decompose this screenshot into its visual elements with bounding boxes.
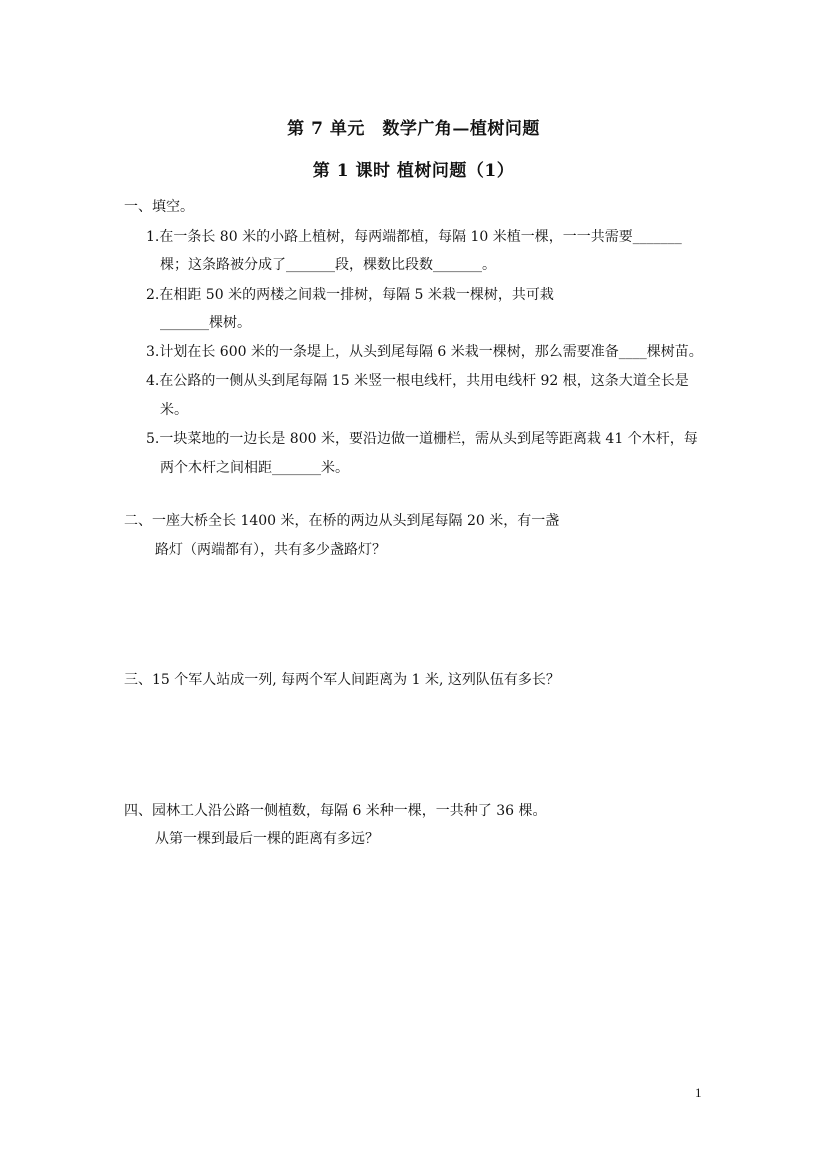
question-5-line-1: 5.一块菜地的一边长是 800 米，要沿边做一道栅栏，需从头到尾等距离栽 41 个木杆，每 [146,431,698,447]
section-4-line-1: 四、园林工人沿公路一侧植数，每隔 6 米种一棵，一共种了 36 棵。 [124,803,547,819]
section-3-line-1: 三、15 个军人站成一列, 每两个军人间距离为 1 米, 这列队伍有多长？ [124,672,560,688]
page-number: 1 [695,1085,702,1100]
lesson-subtitle: 第 1 课时 植树问题（1） [312,161,515,181]
question-3-line-1: 3.计划在长 600 米的一条堤上，从头到尾每隔 6 米栽一棵树，那么需要准备____棵树苗。 [146,344,703,360]
section-2-line-1: 二、一座大桥全长 1400 米，在桥的两边从头到尾每隔 20 米，有一盏 [124,513,560,529]
section-4-line-2: 从第一棵到最后一棵的距离有多远？ [155,831,379,847]
question-4-line-1: 4.在公路的一侧从头到尾每隔 15 米竖一根电线杆，共用电线杆 92 根，这条大道全长是 [146,373,689,389]
question-5-line-2: 两个木杆之间相距_______米。 [160,460,349,476]
section-2-line-2: 路灯（两端都有），共有多少盏路灯？ [155,542,386,558]
question-1-line-1: 1.在一条长 80 米的小路上植树，每两端都植，每隔 10 米植一棵，一一共需要_______ [146,229,682,245]
question-2-line-2: _______棵树。 [160,315,251,331]
page-title: 第 7 单元 数学广角—植树问题 [287,119,540,139]
question-1-line-2: 棵；这条路被分成了_______段，棵数比段数_______。 [160,257,496,273]
question-2-line-1: 2.在相距 50 米的两楼之间栽一排树，每隔 5 米栽一棵树，共可栽 [146,287,554,303]
question-4-line-2: 米。 [160,402,188,418]
section-1-heading: 一、填空。 [124,199,194,215]
